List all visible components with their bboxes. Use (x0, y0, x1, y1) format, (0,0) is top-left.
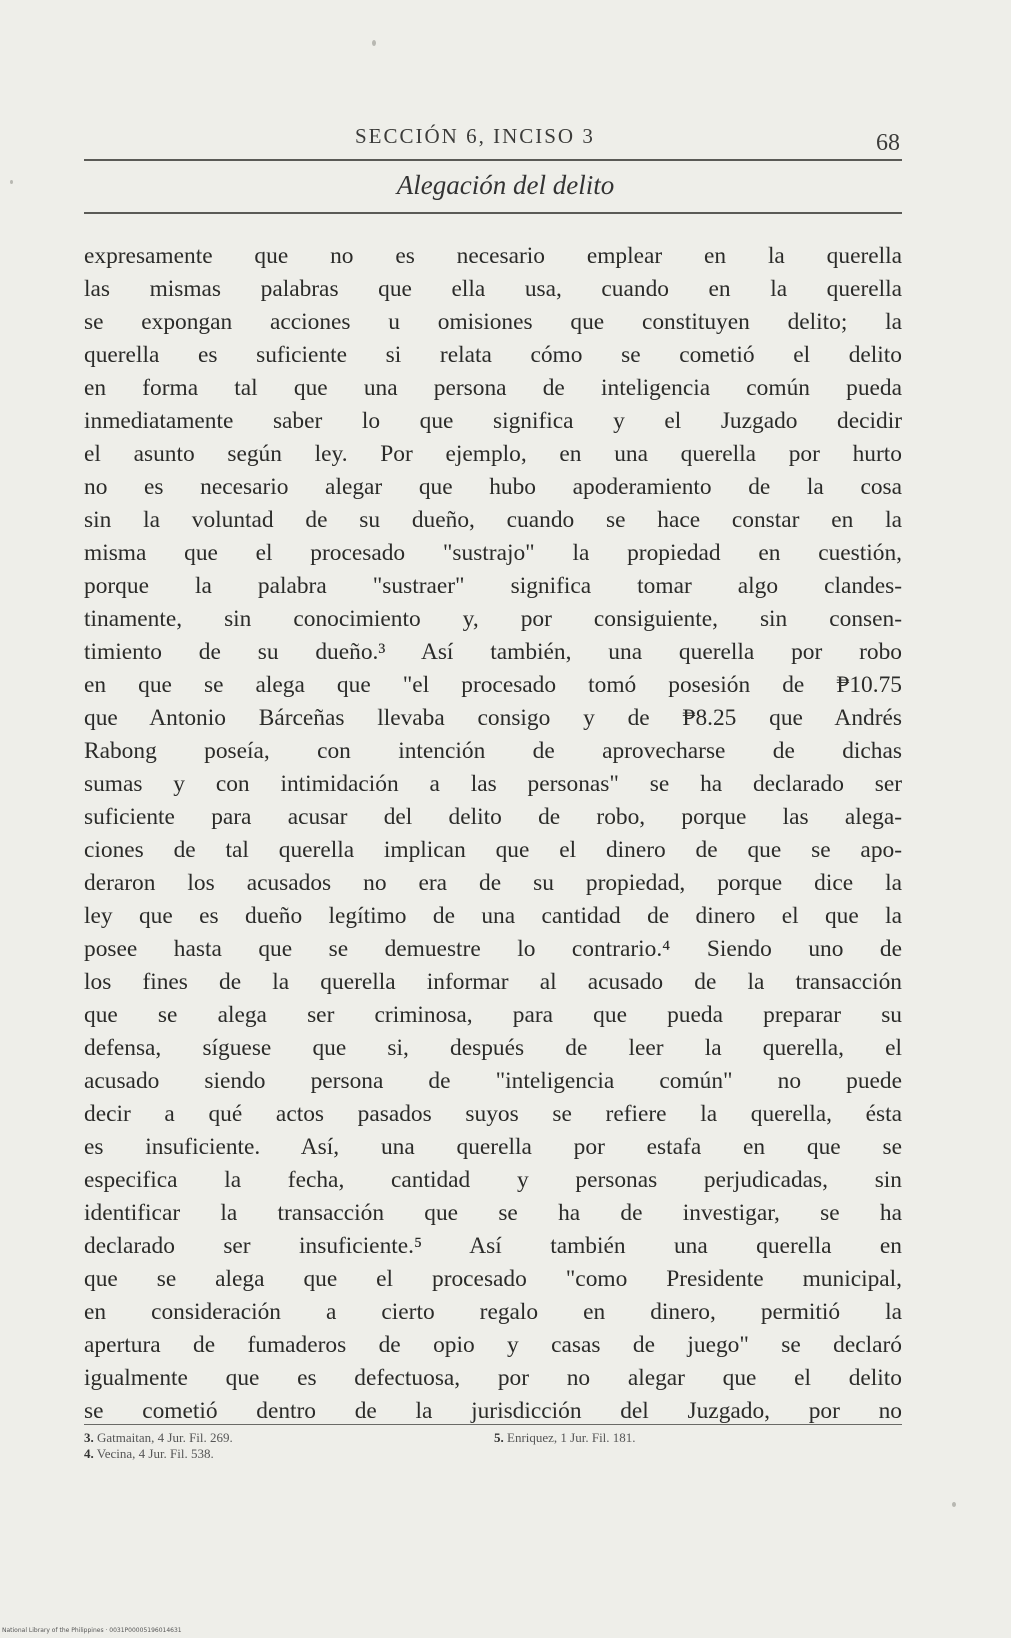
text-line: Rabong poseía, con intención de aprovecharse de dichas (84, 738, 902, 764)
text-line: se expongan acciones u omisiones que constituyen delito; la (84, 309, 902, 335)
text-line: que se alega que el procesado "como Presidente municipal, (84, 1266, 902, 1292)
text-line: ciones de tal querella implican que el dinero de que se apo- (84, 837, 902, 863)
footnotes (84, 1430, 902, 1470)
text-line: inmediatamente saber lo que significa y el Juzgado decidir (84, 408, 902, 434)
text-line: timiento de su dueño.³ Así también, una querella por robo (84, 639, 902, 665)
text-line: el asunto según ley. Por ejemplo, en una querella por hurto (84, 441, 902, 467)
library-stamp: National Library of the Philippines · 0031P00005196014631 (2, 1627, 182, 1634)
paper-speck (952, 1502, 956, 1507)
text-line: especifica la fecha, cantidad y personas perjudicadas, sin (84, 1167, 902, 1193)
paper-speck (10, 180, 13, 184)
text-line: en forma tal que una persona de inteligencia común pueda (84, 375, 902, 401)
header-rule (84, 159, 902, 161)
text-line: acusado siendo persona de "inteligencia común" no puede (84, 1068, 902, 1094)
text-line: misma que el procesado "sustrajo" la propiedad en cuestión, (84, 540, 902, 566)
text-line: no es necesario alegar que hubo apoderamiento de la cosa (84, 474, 902, 500)
text-line: es insuficiente. Así, una querella por estafa en que se (84, 1134, 902, 1160)
text-line: identificar la transacción que se ha de investigar, se ha (84, 1200, 902, 1226)
text-line: defensa, síguese que si, después de leer la querella, el (84, 1035, 902, 1061)
section-title: SECCIÓN 6, INCISO 3 (355, 124, 595, 148)
footnote-number: 5. (494, 1430, 504, 1445)
text-line: se cometió dentro de la jurisdicción del Juzgado, por no (84, 1398, 902, 1424)
chapter-subtitle: Alegación del delito (396, 170, 615, 200)
running-head (120, 118, 900, 158)
text-line: porque la palabra "sustraer" significa tomar algo clandes- (84, 573, 902, 599)
text-line: decir a qué actos pasados suyos se refiere la querella, ésta (84, 1101, 902, 1127)
footnote-text: Vecina, 4 Jur. Fil. 538. (96, 1446, 214, 1461)
footnote-text: Gatmaitan, 4 Jur. Fil. 269. (97, 1430, 233, 1445)
text-line: querella es suficiente si relata cómo se cometió el delito (84, 342, 902, 368)
text-line: suficiente para acusar del delito de robo, porque las alega- (84, 804, 902, 830)
footnote-text: Enriquez, 1 Jur. Fil. 181. (507, 1430, 636, 1445)
text-line: sin la voluntad de su dueño, cuando se hace constar en la (84, 507, 902, 533)
text-line: que se alega ser criminosa, para que pueda preparar su (84, 1002, 902, 1028)
text-line: tinamente, sin conocimiento y, por consiguiente, sin consen- (84, 606, 902, 632)
footnote-rule (84, 1424, 902, 1425)
text-line: deraron los acusados no era de su propiedad, porque dice la (84, 870, 902, 896)
text-line: las mismas palabras que ella usa, cuando en la querella (84, 276, 902, 302)
body-text (84, 240, 902, 1428)
footnote-number: 4. (84, 1446, 94, 1461)
paper-speck (372, 40, 376, 46)
subtitle-rule (84, 212, 902, 214)
text-line: ley que es dueño legítimo de una cantidad de dinero el que la (84, 903, 902, 929)
text-line: igualmente que es defectuosa, por no alegar que el delito (84, 1365, 902, 1391)
footnote (84, 1446, 214, 1462)
text-line: apertura de fumaderos de opio y casas de juego" se declaró (84, 1332, 902, 1358)
text-line: sumas y con intimidación a las personas" se ha declarado ser (84, 771, 902, 797)
text-line: los fines de la querella informar al acusado de la transacción (84, 969, 902, 995)
footnote (494, 1430, 636, 1446)
text-line: en que se alega que "el procesado tomó posesión de ₱10.75 (84, 672, 902, 698)
text-line: que Antonio Bárceñas llevaba consigo y de ₱8.25 que Andrés (84, 705, 902, 731)
text-line: expresamente que no es necesario emplear en la querella (84, 243, 902, 269)
footnote-number: 3. (84, 1430, 94, 1445)
text-line: en consideración a cierto regalo en dinero, permitió la (84, 1299, 902, 1325)
footnote (84, 1430, 233, 1446)
text-line: declarado ser insuficiente.⁵ Así también una querella en (84, 1233, 902, 1259)
page-number: 68 (876, 130, 900, 156)
text-line: posee hasta que se demuestre lo contrario.⁴ Siendo uno de (84, 936, 902, 962)
